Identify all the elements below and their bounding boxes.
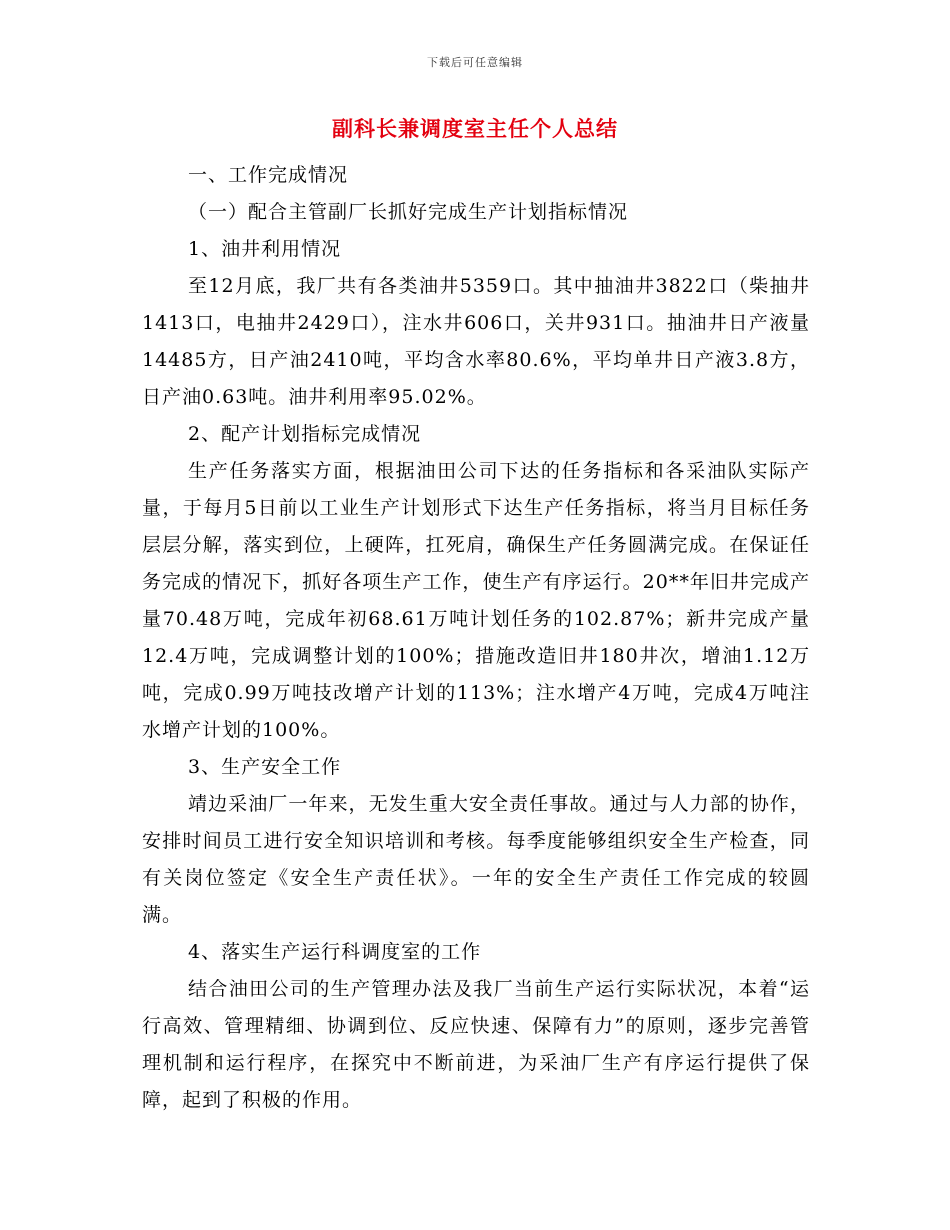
body-paragraph: 靖边采油厂一年来，无发生重大安全责任事故。通过与人力部的协作，安排时间员工进行安全知识培训和考核。每季度能够组织安全生产检查，同有关岗位签定《安全生产责任状》。一年的安全生产责任工作完成的较圆满。 — [142, 793, 810, 926]
item-heading: 2、配产计划指标完成情况 — [188, 423, 422, 445]
header-note: 下载后可任意编辑 — [427, 56, 523, 69]
body-paragraph: 生产任务落实方面，根据油田公司下达的任务指标和各采油队实际产量，于每月5日前以工业生产计划形式下达生产任务指标，将当月目标任务层层分解，落实到位，上硬阵，扛死肩，确保生产任务圆满完成。在保证任务完成的情况下，抓好各项生产工作，使生产有序运行。20**年旧井完成产量70.48万吨，完成年初68.61万吨计划任务的102.87%；新井完成产量12.4万吨，完成调整计划的100%；措施改造旧井180井次，增油1.12万吨，完成0.99万吨技改增产计划的113%；注水增产4万吨，完成4万吨注水增产计划的100%。 — [142, 460, 810, 741]
body-paragraph: 至12月底，我厂共有各类油井5359口。其中抽油井3822口（柴抽井1413口，电抽井2429口），注水井606口，关井931口。抽油井日产液量14485方，日产油2410吨，平均含水率80.6%，平均单井日产液3.8方，日产油0.63吨。油井利用率95.02%。 — [142, 275, 810, 408]
item-heading: 4、落实生产运行科调度室的工作 — [188, 941, 482, 963]
subsection-heading: （一）配合主管副厂长抓好完成生产计划指标情况 — [188, 201, 629, 223]
document-title: 副科长兼调度室主任个人总结 — [332, 116, 618, 141]
section-heading: 一、工作完成情况 — [188, 164, 349, 186]
body-paragraph: 结合油田公司的生产管理办法及我厂当前生产运行实际状况，本着“运行高效、管理精细、协调到位、反应快速、保障有力”的原则，逐步完善管理机制和运行程序，在探究中不断前进，为采油厂生产有序运行提供了保障，起到了积极的作用。 — [142, 978, 810, 1111]
document-body — [142, 157, 810, 1119]
item-heading: 3、生产安全工作 — [188, 756, 342, 778]
item-heading: 1、油井利用情况 — [188, 238, 342, 260]
